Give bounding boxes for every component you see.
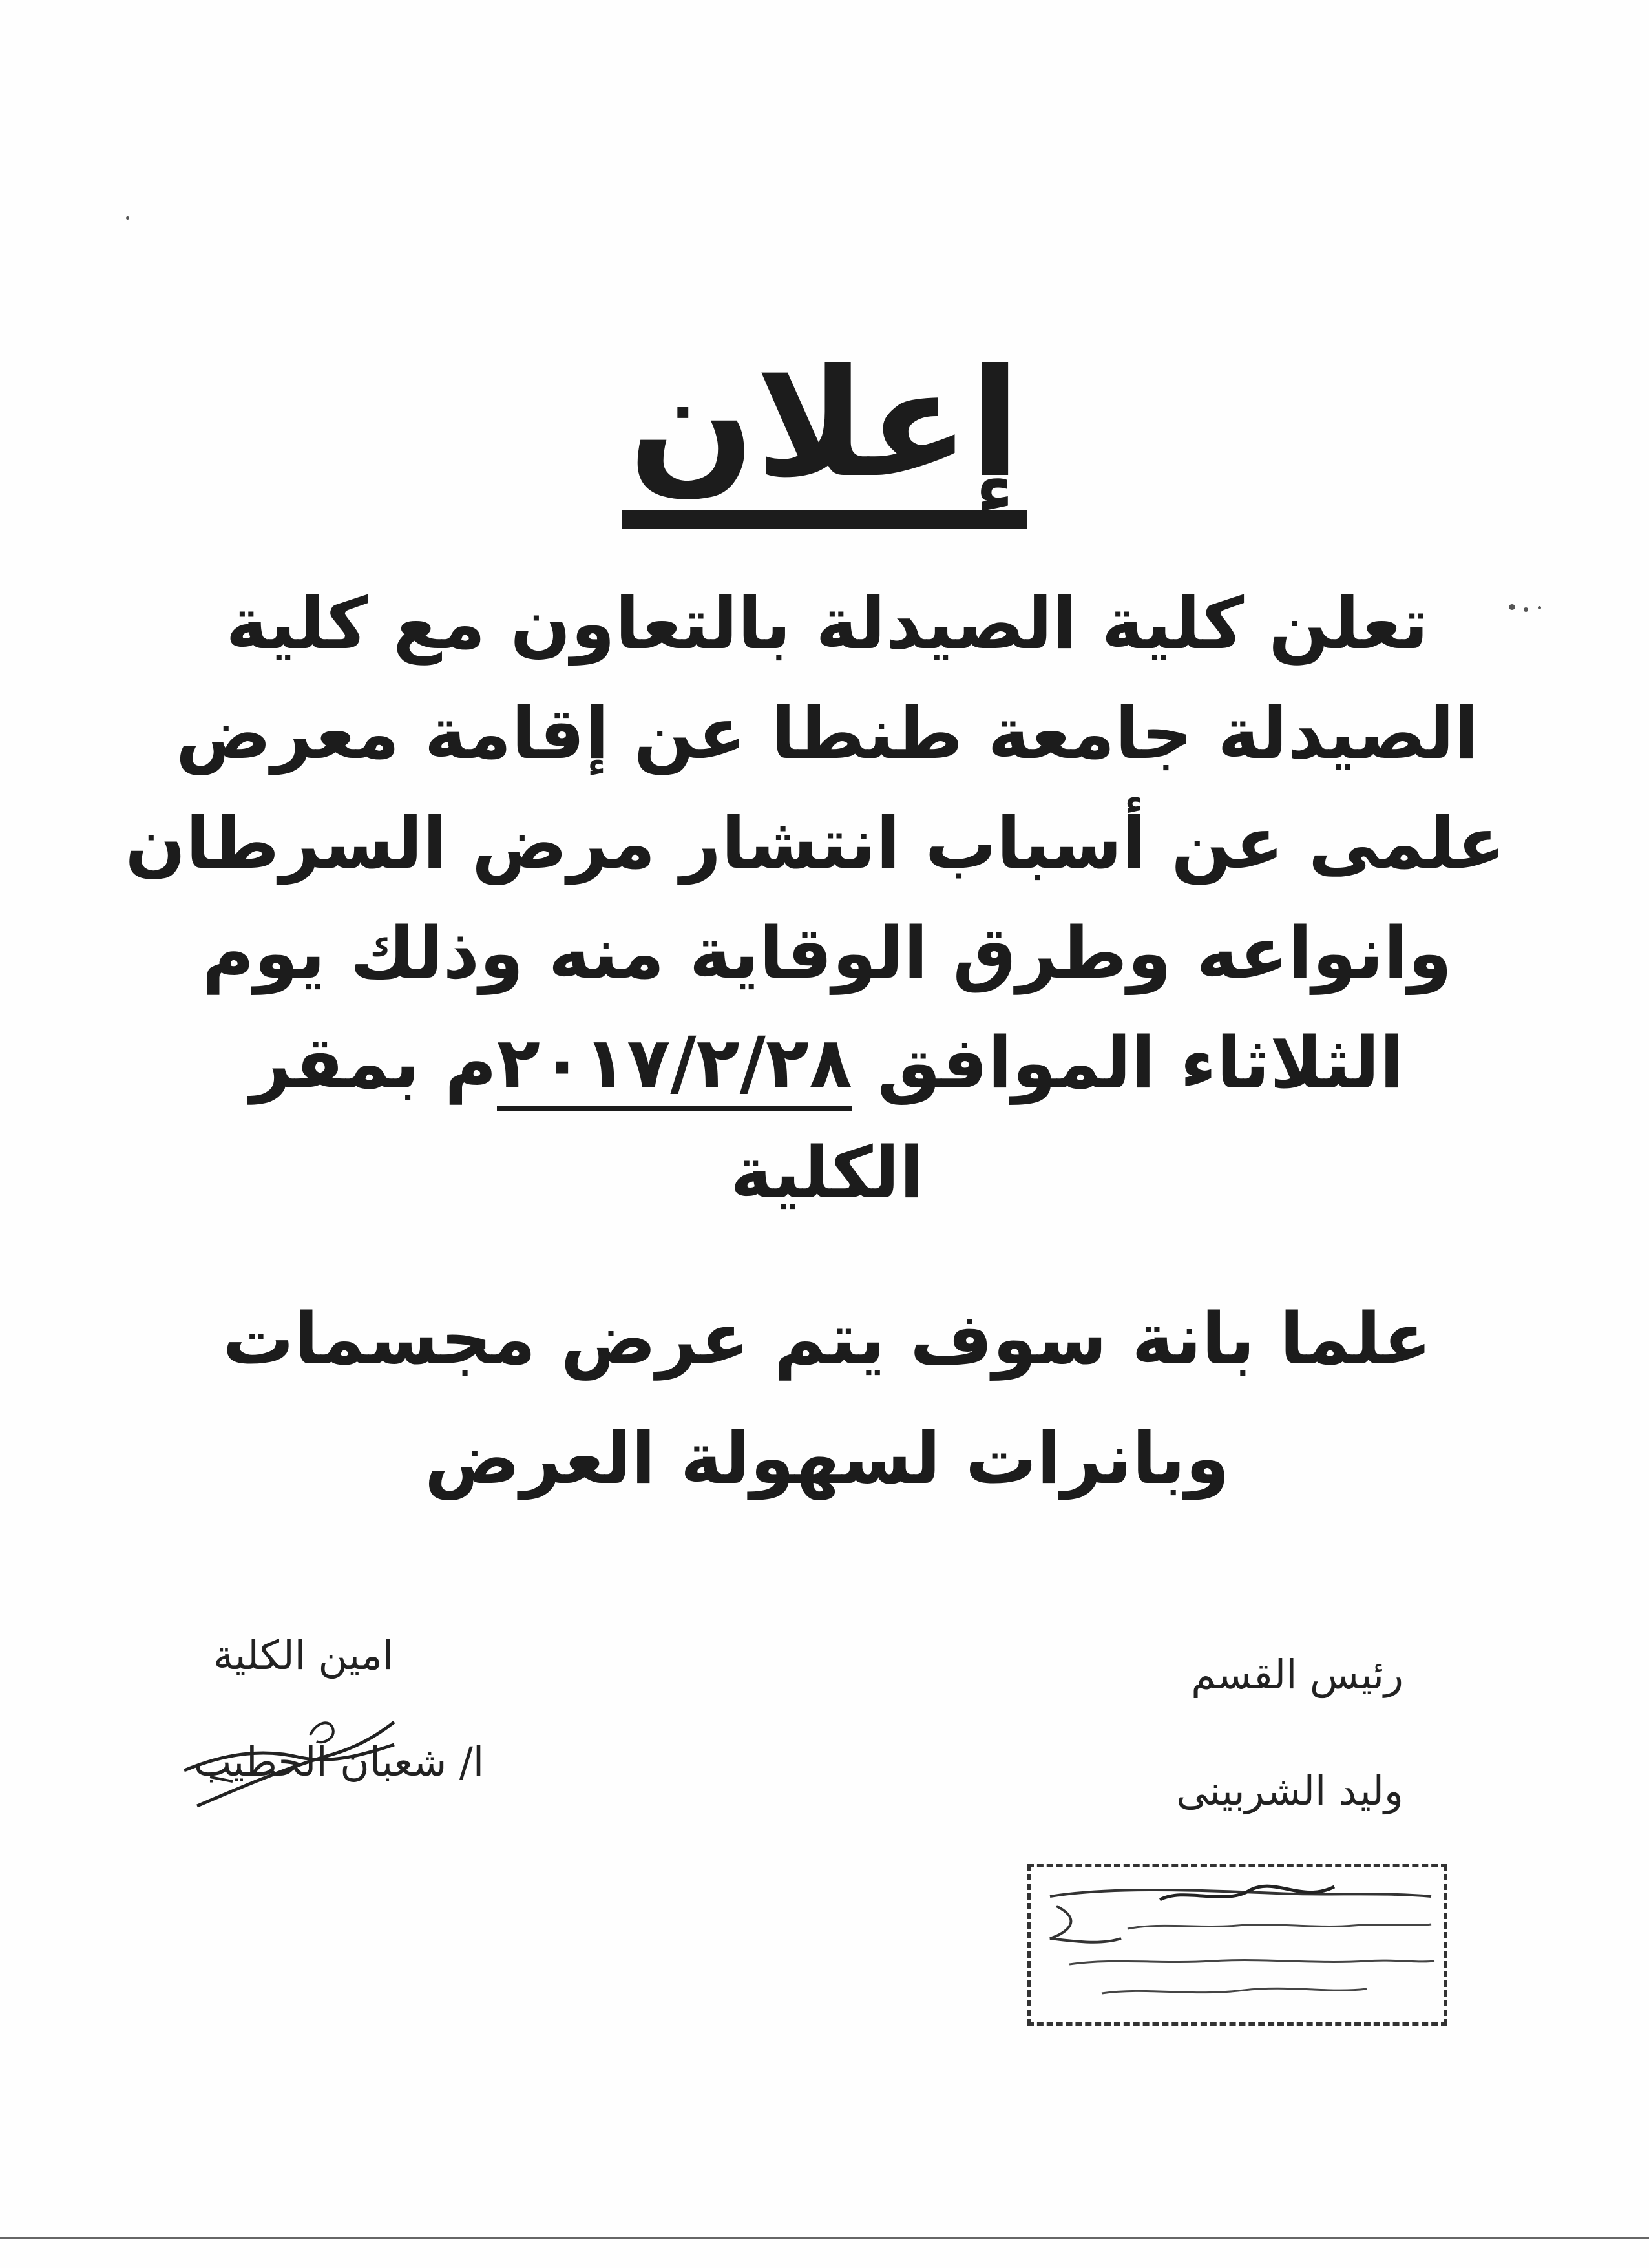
date-line-after: م بمقر [250, 1022, 497, 1104]
scan-speck [1524, 607, 1528, 612]
event-date: ٢٠١٧/٢/٢٨ [497, 1022, 852, 1111]
college-secretary-role: امين الكلية [213, 1632, 394, 1679]
department-head-name: وليد الشربينى [1176, 1767, 1403, 1814]
announcement-title: إعلان [622, 342, 1027, 529]
note-line-1: علما بانة سوف يتم عرض مجسمات [222, 1297, 1432, 1380]
body-line-3: علمى عن أسباب انتشار مرض السرطان [125, 802, 1506, 885]
body-line-2: الصيدلة جامعة طنطا عن إقامة معرض [175, 692, 1479, 775]
body-line-last: الكلية [730, 1131, 924, 1214]
title-block [0, 338, 1649, 529]
announcement-note [149, 1279, 1506, 1518]
body-line-date [149, 1008, 1506, 1118]
body-line-1: تعلن كلية الصيدلة بالتعاون مع كلية [226, 582, 1429, 665]
note-line-2: وبانرات لسهولة العرض [425, 1417, 1230, 1500]
announcement-body [125, 569, 1506, 1228]
scan-speck [1538, 606, 1541, 609]
body-line-4: وانواعه وطرق الوقاية منه وذلك يوم [202, 912, 1453, 994]
date-line-before: الثلاثاء الموافق [852, 1022, 1404, 1104]
stamp-scribble [1031, 1867, 1451, 2029]
college-secretary-name: ا/ شعبان الخطيب [194, 1738, 485, 1785]
official-stamp [1027, 1864, 1447, 2026]
department-head-role: رئيس القسم [1191, 1651, 1403, 1698]
scan-edge-line [0, 2237, 1649, 2239]
scan-speck [126, 216, 129, 220]
handwritten-signature [171, 1709, 404, 1812]
scan-speck [1509, 604, 1515, 610]
